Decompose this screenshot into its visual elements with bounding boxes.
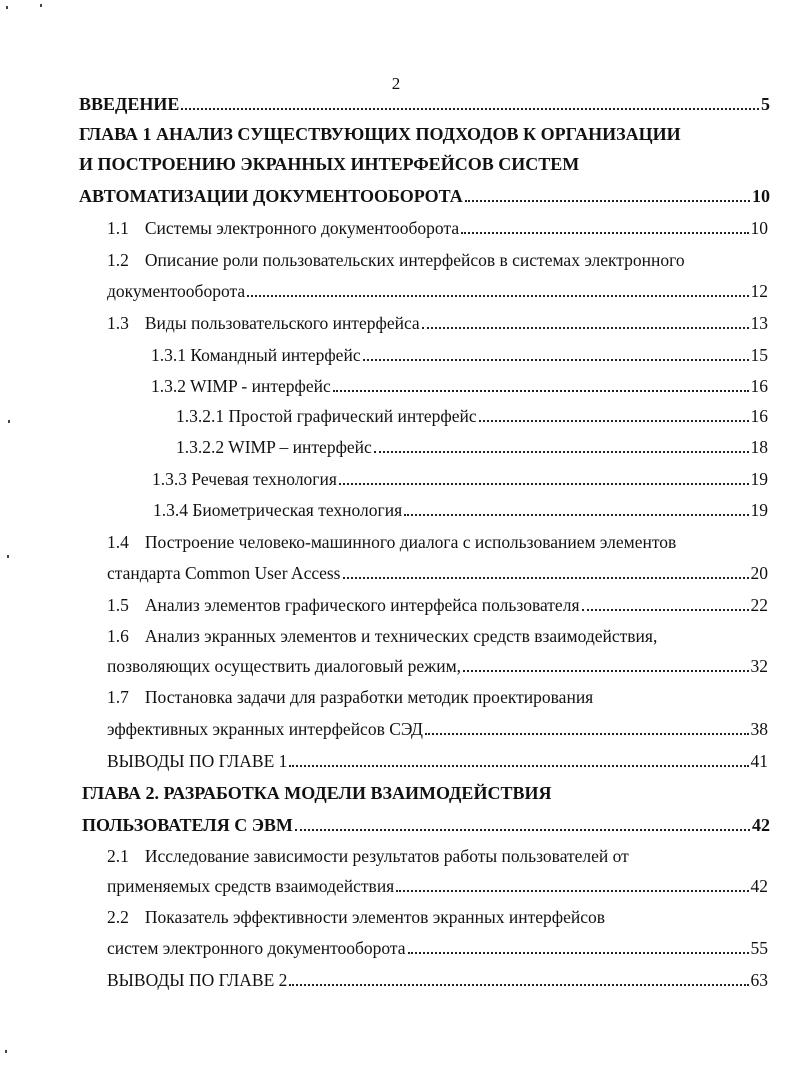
toc-page-number: 10 [752,186,770,206]
toc-entry-line [107,717,768,741]
toc-page-number: 20 [750,563,768,583]
toc-leader-dots [479,420,749,422]
toc-section-number: 1.1 [107,218,129,238]
toc-entry-line [151,374,768,398]
toc-page-number: 42 [752,815,770,835]
toc-entry-line [107,685,768,709]
toc-entry-line [176,435,768,459]
toc-page-number: 12 [750,281,768,301]
toc-entry-line [151,343,768,367]
toc-leader-dots [295,829,750,831]
toc-leader-dots [363,359,749,361]
toc-entry-line [107,248,768,272]
toc-leader-dots [333,390,749,392]
toc-entry-title: 1.3.2.2 WIMP – интерфейс [176,437,372,457]
toc-page-number: 16 [750,406,768,426]
page-number: 2 [391,74,401,93]
toc-section-number: 1.3 [107,313,129,333]
toc-entry-title: 1.3.1 Командный интерфейс [151,345,361,365]
toc-entry-title: АВТОМАТИЗАЦИИ ДОКУМЕНТООБОРОТА [79,186,463,206]
toc-entry-line [107,968,768,992]
toc-leader-dots [425,733,749,735]
toc-section-number: 1.2 [107,250,129,270]
scan-speck [7,555,9,558]
toc-entry-title: ВЫВОДЫ ПО ГЛАВЕ 2 [107,970,288,990]
toc-entry-title: документооборота [107,281,246,301]
toc-entry-title: 1.3.4 Биометрическая технология [153,500,403,520]
toc-leader-dots [463,670,748,672]
toc-page-number: 16 [750,376,768,396]
toc-entry-line [153,498,768,522]
toc-entry-title: 1.3.2 WIMP - интерфейс [151,376,331,396]
toc-entry-line [107,905,768,929]
toc-entry-title: ПОЛЬЗОВАТЕЛЯ С ЭВМ [82,815,293,835]
toc-section-number: 1.6 [107,626,129,646]
toc-entry-line [152,467,768,491]
toc-leader-dots [404,514,748,516]
toc-entry-title: систем электронного документооборота [107,938,406,958]
toc-page-number: 5 [761,94,770,114]
toc-entry-line [107,844,768,868]
toc-entry-title: И ПОСТРОЕНИЮ ЭКРАННЫХ ИНТЕРФЕЙСОВ СИСТЕМ [79,154,580,174]
toc-entry-line [107,624,768,648]
toc-entry-title: ГЛАВА 1 АНАЛИЗ СУЩЕСТВУЮЩИХ ПОДХОДОВ К ОРГАНИЗАЦИИ [79,124,681,144]
toc-chapter-line [79,184,770,208]
toc-leader-dots [396,890,748,892]
toc-chapter-line [79,152,770,176]
toc-entry-title: Показатель эффективности элементов экранных интерфейсов [144,907,606,927]
toc-entry-title: Виды пользовательского интерфейса [144,313,420,333]
toc-page-number: 19 [750,500,768,520]
toc-entry-title: Анализ элементов графического интерфейса пользователя [144,595,580,615]
toc-chapter-line [79,122,770,146]
toc-page-number: 42 [750,876,768,896]
toc-leader-dots [582,609,749,611]
toc-page-number: 15 [750,345,768,365]
toc-leader-dots [247,295,748,297]
scan-speck [40,4,42,7]
toc-entry-title: Системы электронного документооборота [144,218,460,238]
toc-entry-title: 1.3.3 Речевая технология [152,469,337,489]
toc-page-number: 38 [750,719,768,739]
toc-entry-title: применяемых средств взаимодействия [107,876,395,896]
toc-leader-dots [422,327,749,329]
toc-entry-title: 1.3.2.1 Простой графический интерфейс [176,406,477,426]
toc-leader-dots [408,952,749,954]
toc-entry-line [107,311,768,335]
toc-leader-dots [339,483,749,485]
toc-section-number: 2.1 [107,846,129,866]
toc-section-number: 1.4 [107,532,129,552]
toc-page-number: 18 [750,437,768,457]
toc-entry-title: стандарта Common User Access [107,563,341,583]
toc-section-number: 1.5 [107,595,129,615]
scan-speck [8,420,10,423]
toc-section-number: 1.7 [107,687,129,707]
toc-entry-title: эффективных экранных интерфейсов СЭД [107,719,423,739]
toc-page-number: 32 [750,656,768,676]
toc-entry-title: Постановка задачи для разработки методик проектирования [144,687,594,707]
toc-page-number: 19 [750,469,768,489]
toc-entry-title: ГЛАВА 2. РАЗРАБОТКА МОДЕЛИ ВЗАИМОДЕЙСТВИЯ [82,783,552,803]
toc-page-number: 63 [750,970,768,990]
toc-chapter-line [79,92,770,116]
toc-entry-line [107,530,768,554]
toc-entry-line [107,593,768,617]
toc-entry-line [107,561,768,585]
toc-chapter-line [82,813,770,837]
toc-entry-title: позволяющих осуществить диалоговый режим, [107,656,462,676]
toc-leader-dots [374,451,749,453]
toc-page-number: 13 [750,313,768,333]
toc-entry-line [107,216,768,240]
toc-entry-line [107,936,768,960]
toc-entry-title: ВВЕДЕНИЕ [79,94,180,114]
toc-entry-line [107,279,768,303]
toc-entry-title: Анализ экранных элементов и технических средств взаимодействия, [144,626,658,646]
toc-entry-line [107,874,768,898]
toc-leader-dots [181,108,759,110]
toc-leader-dots [465,200,750,202]
toc-entry-line [107,654,768,678]
toc-leader-dots [289,765,748,767]
toc-entry-title: ВЫВОДЫ ПО ГЛАВЕ 1 [107,751,288,771]
toc-leader-dots [343,577,749,579]
toc-section-number: 2.2 [107,907,129,927]
toc-entry-line [107,749,768,773]
toc-leader-dots [461,232,748,234]
toc-leader-dots [289,984,748,986]
toc-entry-title: Описание роли пользовательских интерфейсов в системах электронного [144,250,685,270]
scan-speck [6,6,8,9]
toc-chapter-line [82,781,770,805]
toc-page-number: 41 [750,751,768,771]
toc-page-number: 10 [750,218,768,238]
toc-page-number: 22 [750,595,768,615]
toc-entry-title: Исследование зависимости результатов работы пользователей от [144,846,629,866]
toc-entry-title: Построение человеко-машинного диалога с использованием элементов [144,532,677,552]
scan-speck [5,1050,7,1053]
toc-page-number: 55 [750,938,768,958]
toc-entry-line [176,404,768,428]
